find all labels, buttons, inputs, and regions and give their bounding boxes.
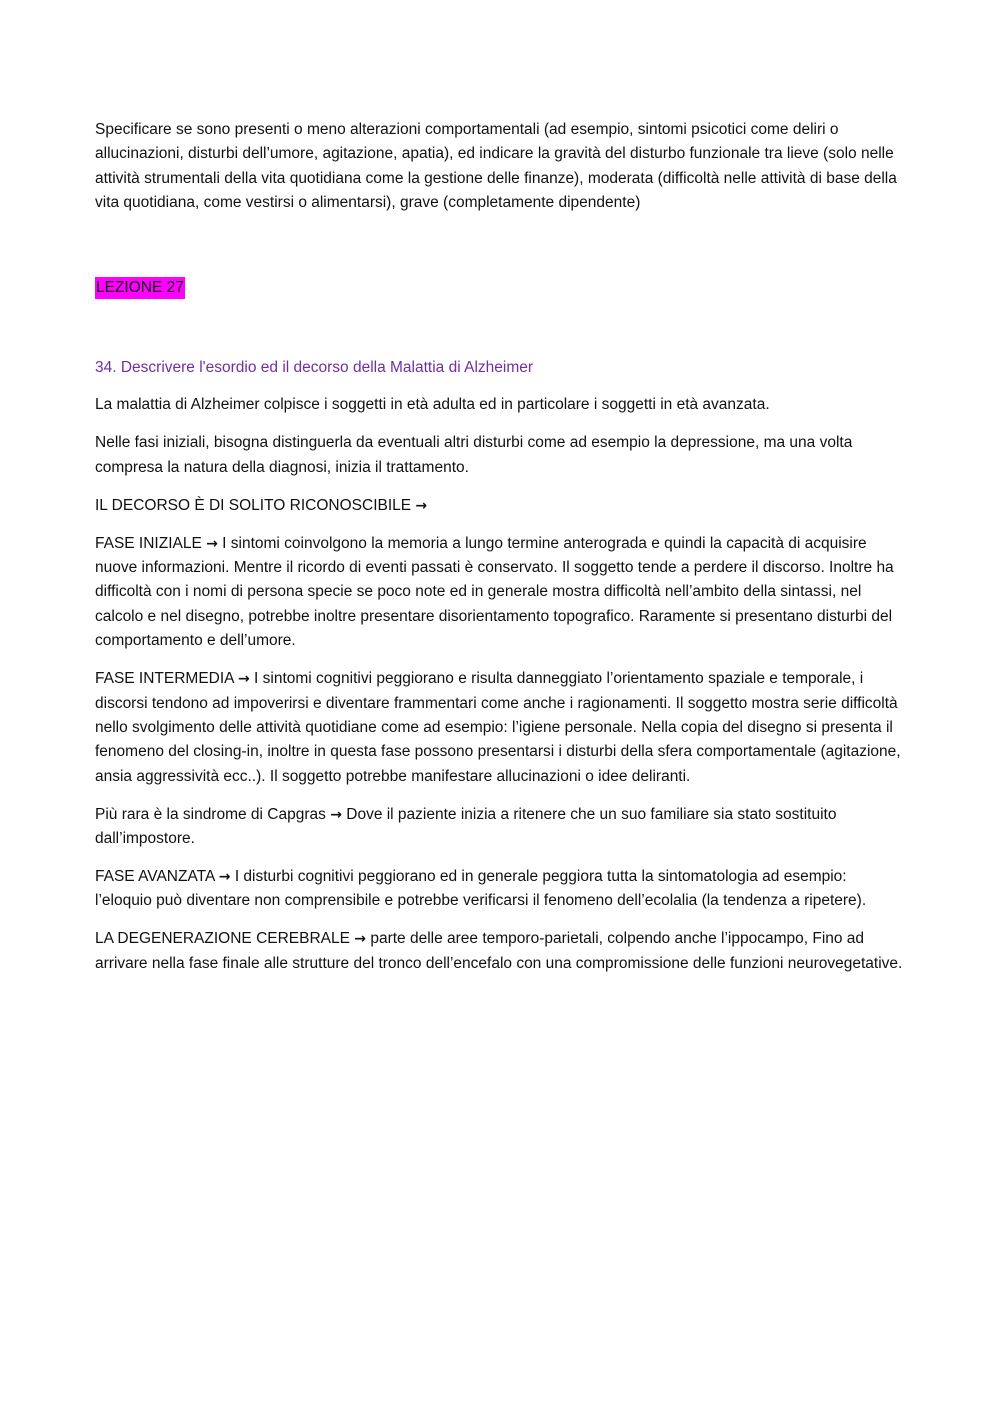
fase-avanzata-label: FASE AVANZATA bbox=[95, 867, 215, 885]
arrow-right-icon: → bbox=[415, 497, 428, 514]
section-title: 34. Descrivere l'esordio ed il decorso della Malattia di Alzheimer bbox=[95, 359, 534, 377]
arrow-right-icon: → bbox=[218, 868, 231, 885]
paragraph-onset: La malattia di Alzheimer colpisce i soggetti in età adulta ed in particolare i soggetti in età avanzata. bbox=[95, 396, 770, 414]
lesson-highlight: LEZIONE 27 bbox=[95, 277, 185, 299]
spacer bbox=[95, 314, 905, 356]
lesson-heading bbox=[95, 276, 905, 300]
paragraph-fase-avanzata bbox=[95, 865, 905, 914]
arrow-right-icon: → bbox=[237, 671, 250, 688]
arrow-right-icon: → bbox=[206, 535, 218, 552]
paragraph-differential: Nelle fasi iniziali, bisogna distinguerla da eventuali altri disturbi come ad esempio la depressione, ma una volta compresa la natura della diagnosi, inizia il trattamento. bbox=[95, 434, 853, 476]
paragraph-capgras bbox=[95, 803, 905, 852]
arrow-right-icon: → bbox=[354, 931, 367, 948]
fase-iniziale-label: FASE INIZIALE bbox=[95, 534, 202, 552]
paragraph-fase-iniziale bbox=[95, 532, 905, 654]
spacer bbox=[95, 229, 905, 276]
degenerazione-text: parte delle aree temporo-parietali, colpendo anche l’ippocampo, Fino ad arrivare nella fase finale alle strutture del tronco dell’encefalo con una compromissione delle funzioni neurovegetative. bbox=[95, 930, 903, 972]
paragraph-decorso bbox=[95, 494, 905, 518]
capgras-label: Più rara è la sindrome di Capgras bbox=[95, 805, 326, 823]
fase-intermedia-label: FASE INTERMEDIA bbox=[95, 670, 234, 688]
capgras-text: Dove il paziente inizia a ritenere che un suo familiare sia stato sostituito dall’impostore. bbox=[95, 805, 837, 848]
paragraph-degenerazione bbox=[95, 927, 905, 976]
degenerazione-label: LA DEGENERAZIONE CEREBRALE bbox=[95, 930, 350, 948]
paragraph-fase-intermedia bbox=[95, 667, 905, 789]
arrow-right-icon: → bbox=[330, 806, 342, 823]
decorso-label: IL DECORSO È DI SOLITO RICONOSCIBILE bbox=[95, 496, 412, 514]
fase-iniziale-text: I sintomi coinvolgono la memoria a lungo termine anterograda e quindi la capacità di acquisire nuove informazioni. Mentre il ricordo di eventi passati è conservato. Il soggetto tende a perdere il discorso. Inoltre ha difficoltà con i nomi di persona specie se poco note ed in generale mostra difficoltà nell’ambito della sintassi, nel calcolo e nel disegno, potrebbe inoltre presentare disorientamento topografico. Raramente si presentano disturbi del comportamento e dell’umore. bbox=[95, 534, 894, 650]
fase-intermedia-text: I sintomi cognitivi peggiorano e risulta danneggiato l’orientamento spaziale e temporale, i discorsi tendono ad impoverirsi e diventare frammentari come anche i ragionamenti. Il soggetto mostra serie difficoltà nello svolgimento delle attività quotidiane come ad esempio: l’igiene personale. Nella copia del disegno si presenta il fenomeno del closing-in, inoltre in questa fase possono presentarsi i disturbi della sfera comportamentale (agitazione, ansia aggressività ecc..). Il soggetto potrebbe manifestare allucinazioni o idee deliranti. bbox=[95, 670, 901, 785]
intro-paragraph: Specificare se sono presenti o meno alterazioni comportamentali (ad esempio, sintomi psicotici come deliri o allucinazioni, disturbi dell’umore, agitazione, apatia), ed indicare la gravità del disturbo funzionale tra lieve (solo nelle attività strumentali della vita quotidiana come la gestione delle finanze), moderata (difficoltà nelle attività di base della vita quotidiana, come vestirsi o alimentarsi), grave (completamente dipendente) bbox=[95, 121, 897, 212]
document-page bbox=[95, 118, 905, 990]
fase-avanzata-text: I disturbi cognitivi peggiorano ed in generale peggiora tutta la sintomatologia ad esempio: l’eloquio può diventare non comprensibile e potrebbe verificarsi il fenomeno dell’ecolalia (la tendenza a ripetere). bbox=[95, 867, 867, 910]
